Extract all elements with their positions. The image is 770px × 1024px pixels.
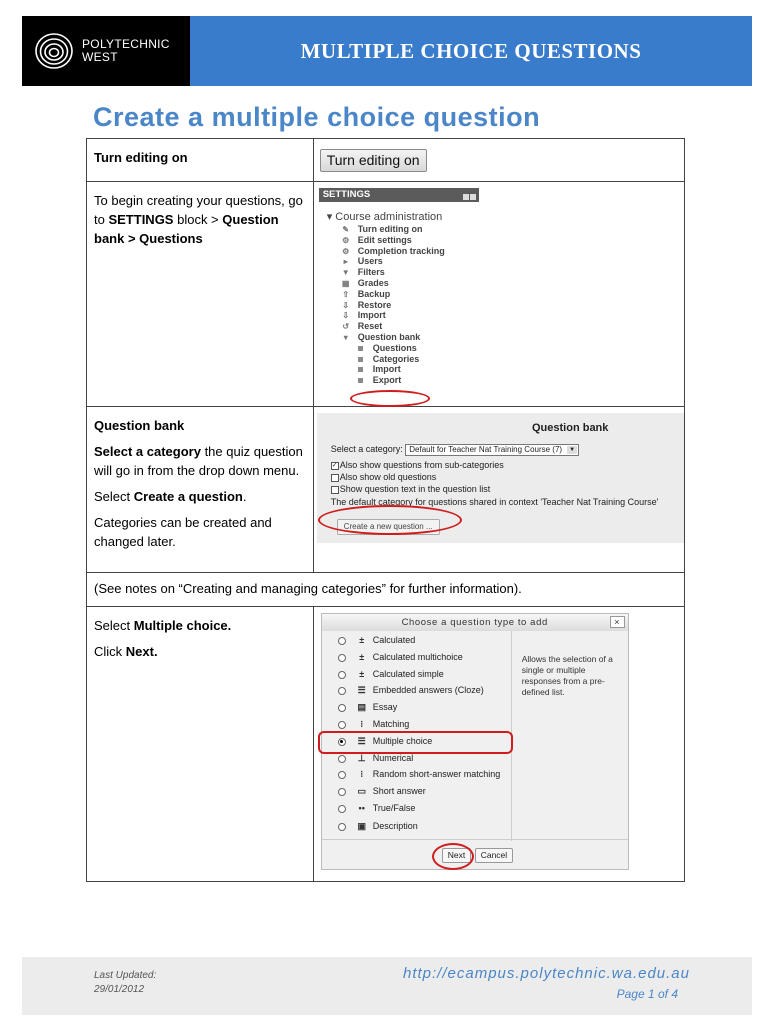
calculated-simple-icon: ± <box>359 669 365 679</box>
row-question-bank-image <box>313 407 684 573</box>
row-settings <box>87 182 685 407</box>
type-option-numerical[interactable]: ⊥ Numerical <box>338 751 414 765</box>
create-question-highlight-ring <box>318 505 462 535</box>
radio-button[interactable] <box>338 637 346 645</box>
settings-item-backup[interactable]: ⇧ Backup <box>342 288 391 299</box>
page-footer <box>22 957 752 1015</box>
import-icon: ⇩ <box>342 311 350 321</box>
type-option-description[interactable]: ▣ Description <box>338 819 418 833</box>
block-controls-icon[interactable] <box>462 191 476 199</box>
upload-icon: ⇧ <box>342 289 350 299</box>
settings-subitem-export[interactable]: Export <box>319 375 479 386</box>
settings-block-header: SETTINGS <box>319 188 479 202</box>
row-question-type-text: Select Multiple choice. Click Next. <box>87 607 314 882</box>
random-matching-icon: ⁝ <box>360 769 364 779</box>
row-turn-editing-text <box>87 139 314 182</box>
radio-button[interactable] <box>338 687 346 695</box>
last-updated: Last Updated: 29/01/2012 <box>94 970 157 995</box>
row-question-bank <box>87 407 685 573</box>
grid-icon: ▦ <box>341 278 350 288</box>
type-option-multiple-choice[interactable]: ☰ Multiple choice <box>338 734 433 748</box>
logo-rings-icon <box>34 31 74 71</box>
footer-url[interactable]: http://ecampus.polytechnic.wa.edu.au <box>403 965 690 982</box>
dialog-footer <box>322 839 628 869</box>
radio-button[interactable] <box>338 788 346 796</box>
logo-text: POLYTECHNIC WEST <box>82 37 170 64</box>
default-category-text: The default category for questions shared in context 'Teacher Nat Training Course' <box>330 497 659 507</box>
settings-item-question-bank[interactable]: ▾ Question bank <box>319 332 479 343</box>
short-answer-icon: ▭ <box>357 786 366 796</box>
row-settings-image <box>313 182 684 407</box>
type-description: Allows the selection of a single or multiple responses from a pre-defined list. <box>521 654 613 697</box>
option-question-text: Show question text in the question list <box>331 483 491 495</box>
bullet-icon <box>358 367 363 372</box>
page-number: Page 1 of 4 <box>616 987 678 1001</box>
true-false-icon: •• <box>358 803 365 813</box>
create-new-question-button[interactable]: Create a new question ... <box>337 519 440 535</box>
matching-icon: ⁝ <box>360 719 364 729</box>
numerical-icon: ⊥ <box>357 753 366 763</box>
option-old-questions: Also show old questions <box>331 471 437 483</box>
reset-icon: ↺ <box>342 322 350 332</box>
settings-subitem-categories[interactable]: Categories <box>319 354 479 365</box>
gear-icon: ⚙ <box>342 246 350 256</box>
type-option-short-answer[interactable]: ▭ Short answer <box>338 784 426 798</box>
type-option-true-false[interactable]: •• True/False <box>338 801 416 815</box>
chevron-down-icon: ▾ <box>343 332 348 342</box>
old-questions-checkbox[interactable] <box>331 474 339 482</box>
type-option-calculated-multichoice[interactable]: ± Calculated multichoice <box>338 650 463 664</box>
category-select-row: Select a category: Default for Teacher Nat Training Course (7) ▼ <box>331 443 579 456</box>
settings-item-restore[interactable]: ⇩ Restore <box>342 299 392 310</box>
note-cell <box>87 573 685 607</box>
questions-highlight-ring <box>350 390 430 407</box>
next-highlight-ring <box>432 843 474 870</box>
type-option-calculated-simple[interactable]: ± Calculated simple <box>338 667 444 681</box>
row-question-bank-text: Question bank Select a category the quiz question will go in from the drop down menu. Select Create a question. Categories can be created and changed later. <box>87 407 314 573</box>
next-button[interactable]: Next <box>442 848 471 863</box>
question-text-checkbox[interactable] <box>331 486 339 494</box>
settings-item-reset[interactable]: ↺ Reset <box>342 321 383 332</box>
settings-item-users[interactable]: ▸ Users <box>319 256 479 267</box>
type-option-essay[interactable]: ▤ Essay <box>338 700 398 714</box>
page-header <box>22 16 752 86</box>
settings-item-completion-tracking[interactable]: ⚙ Completion tracking <box>342 245 445 256</box>
close-icon[interactable]: × <box>610 616 625 628</box>
chevron-down-icon: ▼ <box>567 446 577 454</box>
type-option-cloze[interactable]: ☰ Embedded answers (Cloze) <box>338 683 484 697</box>
settings-item-import[interactable]: ⇩ Import <box>342 310 386 321</box>
row-question-type <box>87 607 685 882</box>
bullet-icon <box>358 357 363 362</box>
type-option-random-short-answer[interactable]: ⁝ Random short-answer matching <box>338 767 501 781</box>
row-turn-editing <box>87 139 685 182</box>
title-banner <box>190 16 752 86</box>
cloze-icon: ☰ <box>357 685 366 695</box>
gear-icon: ⚙ <box>342 235 350 245</box>
calculated-multichoice-icon: ± <box>359 652 365 662</box>
instruction-table <box>86 138 685 882</box>
settings-item-edit-settings[interactable]: ⚙ Edit settings <box>342 234 412 245</box>
settings-subitem-import[interactable]: Import <box>319 364 479 375</box>
question-bank-title: Question bank <box>532 422 609 434</box>
filter-icon: ▼ <box>341 268 350 278</box>
radio-button[interactable] <box>338 771 346 779</box>
radio-button[interactable] <box>338 823 346 831</box>
multiple-choice-icon: ☰ <box>357 736 366 746</box>
radio-button[interactable] <box>338 755 346 763</box>
course-administration-node[interactable]: ▾ Course administration <box>326 211 443 223</box>
essay-icon: ▤ <box>357 702 366 712</box>
settings-item-turn-editing-on[interactable]: ✎ Turn editing on <box>342 224 423 234</box>
settings-item-filters[interactable]: ▼ Filters <box>341 267 385 278</box>
settings-item-grades[interactable]: ▦ Grades <box>341 277 389 288</box>
bullet-icon <box>358 346 363 351</box>
category-select[interactable]: Default for Teacher Nat Training Course (7) ▼ <box>405 444 579 456</box>
type-option-matching[interactable]: ⁝ Matching <box>338 717 410 731</box>
download-icon: ⇩ <box>342 300 350 310</box>
cancel-button[interactable]: Cancel <box>475 848 513 863</box>
row-turn-editing-image <box>313 139 684 182</box>
turn-editing-on-button[interactable]: Turn editing on <box>320 149 427 172</box>
dialog-header: Choose a question type to add × <box>322 614 628 631</box>
radio-button[interactable] <box>338 654 346 662</box>
row-heading: Turn editing on <box>94 150 188 165</box>
page-title: Create a multiple choice question <box>93 102 541 132</box>
calculated-icon: ± <box>359 635 365 645</box>
option-subcategories: ✓ Also show questions from sub-categories <box>331 460 504 470</box>
note-text: (See notes on “Creating and managing categories” for further information). <box>94 581 522 596</box>
pencil-icon: ✎ <box>342 225 350 234</box>
settings-block <box>319 188 479 386</box>
subcategories-checkbox[interactable]: ✓ <box>331 461 338 469</box>
multiple-choice-highlight-ring <box>318 731 513 754</box>
radio-button[interactable] <box>338 671 346 679</box>
triangle-right-icon: ▸ <box>343 257 348 267</box>
radio-button[interactable] <box>338 805 346 813</box>
description-icon: ▣ <box>357 821 366 831</box>
radio-button[interactable] <box>338 721 346 729</box>
polytechnic-west-logo <box>22 16 190 86</box>
banner-title: MULTIPLE CHOICE QUESTIONS <box>300 38 642 63</box>
row-note <box>87 573 685 607</box>
radio-button[interactable] <box>338 704 346 712</box>
settings-subitem-questions[interactable]: Questions <box>319 343 479 354</box>
type-option-calculated[interactable]: ± Calculated <box>338 633 416 647</box>
row-question-type-image <box>313 607 684 882</box>
row-heading: Question bank <box>94 418 185 433</box>
bullet-icon <box>358 378 363 383</box>
row-settings-text: To begin creating your questions, go to SETTINGS block > Question bank > Questions <box>87 182 314 407</box>
